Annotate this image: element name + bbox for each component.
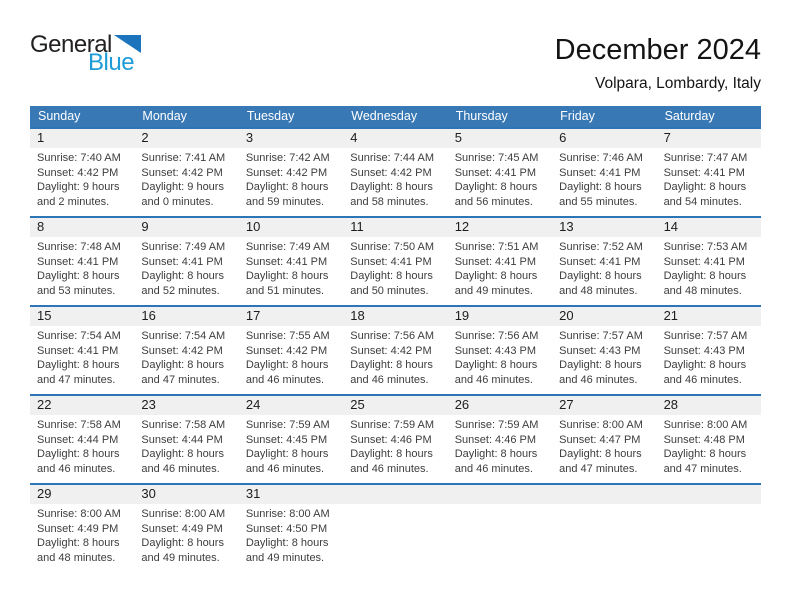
day-cell	[448, 415, 552, 483]
sunset-text: Sunset: 4:41 PM	[141, 255, 223, 268]
sunrise-text: Sunrise: 7:46 AM	[559, 152, 643, 164]
daylight-text: Daylight: 8 hours and 49 minutes.	[454, 270, 538, 297]
day-cell	[239, 148, 343, 216]
sunset-text: Sunset: 4:48 PM	[663, 433, 745, 446]
day-number: 8	[37, 219, 45, 234]
daylight-text: Daylight: 8 hours and 46 minutes.	[454, 359, 538, 386]
day-number	[343, 485, 447, 504]
sunset-text: Sunset: 4:42 PM	[37, 166, 119, 179]
day-number: 30	[141, 486, 156, 501]
daylight-text: Daylight: 8 hours and 46 minutes.	[454, 448, 538, 475]
month-title: December 2024	[554, 34, 761, 66]
daylight-text: Daylight: 8 hours and 53 minutes.	[37, 270, 120, 297]
day-number: 2	[141, 130, 149, 145]
day-number: 1	[37, 130, 45, 145]
sunset-text: Sunset: 4:41 PM	[350, 255, 432, 268]
sunrise-text: Sunrise: 7:56 AM	[350, 330, 435, 342]
sunset-text: Sunset: 4:45 PM	[245, 433, 328, 446]
daylight-text: Daylight: 8 hours and 51 minutes.	[245, 270, 329, 297]
day-cell	[134, 326, 238, 394]
sunrise-text: Sunrise: 7:57 AM	[559, 330, 643, 342]
sunset-text: Sunset: 4:47 PM	[559, 433, 641, 446]
day-cell	[657, 504, 761, 572]
day-cell	[239, 326, 343, 394]
day-cell	[343, 415, 447, 483]
daylight-text: Daylight: 8 hours and 46 minutes.	[663, 359, 747, 386]
sunset-text: Sunset: 4:49 PM	[37, 522, 119, 535]
sunrise-text: Sunrise: 7:57 AM	[663, 330, 748, 342]
sunrise-text: Sunrise: 7:50 AM	[350, 241, 435, 253]
sunset-text: Sunset: 4:42 PM	[245, 344, 328, 357]
sunset-text: Sunset: 4:41 PM	[663, 166, 745, 179]
sunset-text: Sunset: 4:42 PM	[350, 344, 432, 357]
day-number: 7	[663, 130, 671, 145]
day-cell	[552, 237, 656, 305]
day-details-strip	[30, 415, 761, 483]
day-number: 9	[141, 219, 149, 234]
sunset-text: Sunset: 4:43 PM	[559, 344, 641, 357]
daylight-text: Daylight: 8 hours and 47 minutes.	[559, 448, 642, 475]
weekday-header: Thursday	[455, 109, 508, 123]
day-cell	[448, 237, 552, 305]
sunset-text: Sunset: 4:41 PM	[454, 255, 537, 268]
sunrise-text: Sunrise: 8:00 AM	[663, 419, 748, 431]
sunrise-text: Sunrise: 7:49 AM	[245, 241, 330, 253]
day-number	[657, 485, 761, 504]
weekday-header: Friday	[560, 109, 595, 123]
sunset-text: Sunset: 4:41 PM	[454, 166, 537, 179]
week-row	[30, 216, 761, 305]
day-cell	[343, 148, 447, 216]
sunrise-text: Sunrise: 7:47 AM	[663, 152, 748, 164]
day-number: 26	[454, 397, 470, 412]
day-cell	[552, 415, 656, 483]
daylight-text: Daylight: 8 hours and 46 minutes.	[245, 359, 329, 386]
daylight-text: Daylight: 8 hours and 46 minutes.	[559, 359, 642, 386]
day-number: 6	[559, 130, 567, 145]
sunset-text: Sunset: 4:42 PM	[141, 344, 223, 357]
sunrise-text: Sunrise: 7:49 AM	[141, 241, 226, 253]
day-cell	[657, 415, 761, 483]
title-block	[555, 34, 761, 93]
sunset-text: Sunset: 4:41 PM	[37, 255, 119, 268]
daylight-text: Daylight: 8 hours and 48 minutes.	[37, 537, 120, 564]
sunset-text: Sunset: 4:46 PM	[454, 433, 537, 446]
weekday-header: Monday	[142, 109, 187, 123]
day-number: 19	[454, 308, 470, 323]
day-number: 21	[663, 308, 679, 323]
sunrise-text: Sunrise: 7:59 AM	[454, 419, 539, 431]
daylight-text: Daylight: 8 hours and 47 minutes.	[663, 448, 747, 475]
day-cell	[134, 148, 238, 216]
day-number-strip	[30, 396, 761, 415]
sunset-text: Sunset: 4:41 PM	[559, 166, 641, 179]
day-number: 4	[350, 130, 358, 145]
day-number	[448, 485, 552, 504]
day-number: 15	[37, 308, 52, 323]
sunrise-text: Sunrise: 7:48 AM	[37, 241, 121, 253]
day-cell	[134, 504, 238, 572]
sunset-text: Sunset: 4:43 PM	[454, 344, 537, 357]
sunrise-text: Sunrise: 8:00 AM	[559, 419, 643, 431]
general-blue-logo	[30, 33, 141, 74]
day-number: 11	[350, 219, 364, 234]
daylight-text: Daylight: 8 hours and 50 minutes.	[350, 270, 433, 297]
weekday-header: Wednesday	[351, 109, 418, 123]
weekday-header-row	[30, 106, 761, 127]
day-number: 24	[245, 397, 261, 412]
day-cell	[552, 148, 656, 216]
sunset-text: Sunset: 4:44 PM	[37, 433, 119, 446]
sunrise-text: Sunrise: 7:54 AM	[141, 330, 226, 342]
logo-text-blue: Blue	[88, 49, 135, 76]
day-cell	[30, 148, 134, 216]
day-number: 17	[245, 308, 261, 323]
day-number-strip	[30, 129, 761, 148]
sunset-text: Sunset: 4:42 PM	[141, 166, 223, 179]
week-row	[30, 127, 761, 216]
day-cell	[134, 237, 238, 305]
day-cell	[239, 237, 343, 305]
sunrise-text: Sunrise: 7:59 AM	[350, 419, 435, 431]
day-cell	[30, 504, 134, 572]
day-cell	[448, 148, 552, 216]
week-row	[30, 305, 761, 394]
sunset-text: Sunset: 4:41 PM	[559, 255, 641, 268]
sunrise-text: Sunrise: 7:58 AM	[141, 419, 226, 431]
day-number-strip	[30, 485, 761, 504]
sunset-text: Sunset: 4:42 PM	[350, 166, 432, 179]
day-number: 20	[559, 308, 574, 323]
sunrise-text: Sunrise: 8:00 AM	[141, 508, 226, 520]
day-cell	[30, 415, 134, 483]
day-number: 31	[245, 486, 261, 501]
day-number: 25	[350, 397, 365, 412]
sunset-text: Sunset: 4:41 PM	[37, 344, 119, 357]
day-number: 5	[454, 130, 462, 145]
day-cell	[448, 326, 552, 394]
day-cell	[657, 326, 761, 394]
sunrise-text: Sunrise: 7:44 AM	[350, 152, 435, 164]
day-number: 27	[559, 397, 574, 412]
daylight-text: Daylight: 8 hours and 59 minutes.	[245, 181, 329, 208]
sunset-text: Sunset: 4:41 PM	[245, 255, 328, 268]
daylight-text: Daylight: 8 hours and 58 minutes.	[350, 181, 433, 208]
daylight-text: Daylight: 8 hours and 46 minutes.	[350, 448, 433, 475]
day-number: 13	[559, 219, 574, 234]
week-row	[30, 394, 761, 483]
daylight-text: Daylight: 8 hours and 48 minutes.	[663, 270, 747, 297]
sunrise-text: Sunrise: 7:41 AM	[141, 152, 226, 164]
daylight-text: Daylight: 8 hours and 54 minutes.	[663, 181, 747, 208]
daylight-text: Daylight: 8 hours and 49 minutes.	[245, 537, 329, 564]
sunrise-text: Sunrise: 7:52 AM	[559, 241, 643, 253]
sunrise-text: Sunrise: 7:42 AM	[245, 152, 330, 164]
day-details-strip	[30, 326, 761, 394]
sunset-text: Sunset: 4:41 PM	[663, 255, 745, 268]
sunrise-text: Sunrise: 7:51 AM	[454, 241, 539, 253]
sunset-text: Sunset: 4:46 PM	[350, 433, 432, 446]
sunrise-text: Sunrise: 7:56 AM	[454, 330, 539, 342]
daylight-text: Daylight: 9 hours and 0 minutes.	[141, 181, 224, 208]
day-cell	[657, 148, 761, 216]
day-number: 12	[454, 219, 470, 234]
day-cell	[552, 504, 656, 572]
day-number: 14	[663, 219, 679, 234]
day-number: 16	[141, 308, 156, 323]
sunset-text: Sunset: 4:42 PM	[245, 166, 328, 179]
daylight-text: Daylight: 8 hours and 48 minutes.	[559, 270, 642, 297]
daylight-text: Daylight: 8 hours and 49 minutes.	[141, 537, 224, 564]
daylight-text: Daylight: 8 hours and 56 minutes.	[454, 181, 538, 208]
day-number: 29	[37, 486, 52, 501]
sunrise-text: Sunrise: 7:55 AM	[245, 330, 330, 342]
daylight-text: Daylight: 8 hours and 55 minutes.	[559, 181, 642, 208]
calendar-grid	[30, 106, 761, 572]
sunrise-text: Sunrise: 7:58 AM	[37, 419, 121, 431]
sunset-text: Sunset: 4:50 PM	[245, 522, 328, 535]
sunrise-text: Sunrise: 8:00 AM	[245, 508, 330, 520]
daylight-text: Daylight: 8 hours and 46 minutes.	[141, 448, 224, 475]
day-cell	[552, 326, 656, 394]
day-cell	[30, 326, 134, 394]
day-cell	[448, 504, 552, 572]
sunset-text: Sunset: 4:43 PM	[663, 344, 745, 357]
day-number: 23	[141, 397, 156, 412]
daylight-text: Daylight: 8 hours and 46 minutes.	[245, 448, 329, 475]
location-subtitle: Volpara, Lombardy, Italy	[595, 75, 761, 92]
day-number-strip	[30, 218, 761, 237]
day-number	[552, 485, 656, 504]
day-number-strip	[30, 307, 761, 326]
weekday-header: Tuesday	[246, 109, 295, 123]
sunset-text: Sunset: 4:49 PM	[141, 522, 223, 535]
day-number: 28	[663, 397, 679, 412]
sunset-text: Sunset: 4:44 PM	[141, 433, 223, 446]
day-cell	[343, 237, 447, 305]
day-cell	[239, 504, 343, 572]
sunrise-text: Sunrise: 7:54 AM	[37, 330, 121, 342]
sunrise-text: Sunrise: 7:59 AM	[245, 419, 330, 431]
day-number: 22	[37, 397, 52, 412]
daylight-text: Daylight: 9 hours and 2 minutes.	[37, 181, 120, 208]
day-details-strip	[30, 237, 761, 305]
sunrise-text: Sunrise: 8:00 AM	[37, 508, 121, 520]
day-details-strip	[30, 504, 761, 572]
day-number: 3	[245, 130, 254, 145]
daylight-text: Daylight: 8 hours and 46 minutes.	[37, 448, 120, 475]
day-cell	[343, 326, 447, 394]
sunrise-text: Sunrise: 7:40 AM	[37, 152, 121, 164]
daylight-text: Daylight: 8 hours and 47 minutes.	[141, 359, 224, 386]
week-row	[30, 483, 761, 572]
day-details-strip	[30, 148, 761, 216]
sunrise-text: Sunrise: 7:53 AM	[663, 241, 748, 253]
logo-text-general: General	[30, 31, 112, 58]
calendar-weeks	[30, 127, 761, 572]
daylight-text: Daylight: 8 hours and 52 minutes.	[141, 270, 224, 297]
weekday-header: Saturday	[664, 109, 715, 123]
weekday-header: Sunday	[38, 109, 81, 123]
day-cell	[343, 504, 447, 572]
day-cell	[134, 415, 238, 483]
day-cell	[239, 415, 343, 483]
day-number: 10	[245, 219, 261, 234]
day-number: 18	[350, 308, 365, 323]
day-cell	[657, 237, 761, 305]
daylight-text: Daylight: 8 hours and 46 minutes.	[350, 359, 433, 386]
daylight-text: Daylight: 8 hours and 47 minutes.	[37, 359, 120, 386]
sunrise-text: Sunrise: 7:45 AM	[454, 152, 539, 164]
day-cell	[30, 237, 134, 305]
